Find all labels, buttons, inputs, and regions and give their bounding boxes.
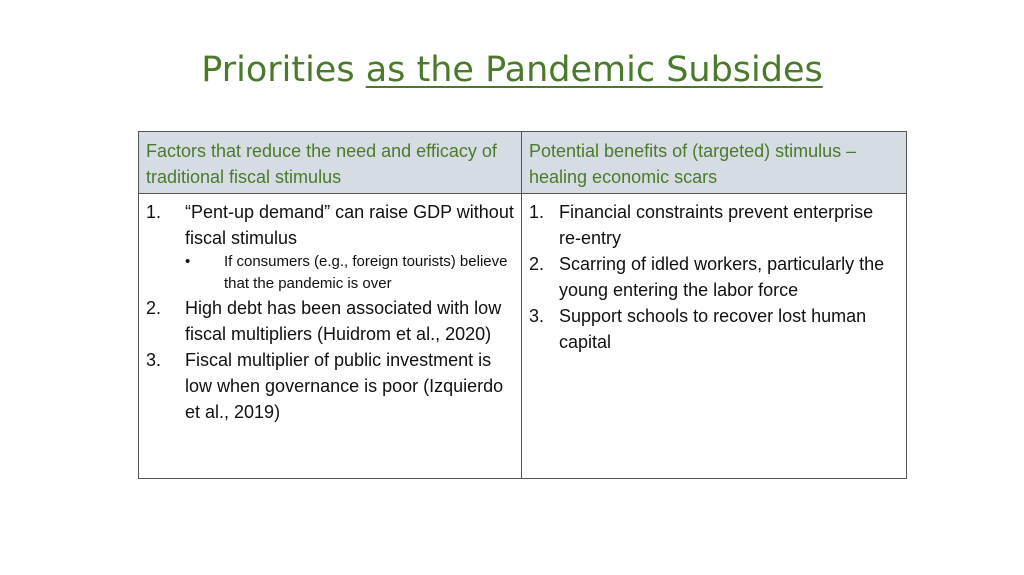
title-part1: Priorities [201,50,355,90]
list-item [529,251,899,303]
benefits-cell [522,194,907,479]
item-text: High debt has been associated with low fiscal multipliers (Huidrom et al., 2020) [185,298,502,344]
item-text: Fiscal multiplier of public investment is low when governance is poor (Izquierdo et al., 2019) [185,350,504,422]
item-text: “Pent-up demand” can raise GDP without fiscal stimulus [185,202,514,248]
item-number: 3. [529,306,545,326]
item-number: 3. [146,350,162,370]
bullet-icon: • [185,253,191,270]
sub-list-item [185,251,514,295]
header-benefits: Potential benefits of (targeted) stimulus – healing economic scars [522,132,907,194]
item-text: Financial constraints prevent enterprise re-entry [559,202,874,248]
factors-list [146,199,514,425]
item-number: 1. [529,202,545,222]
item-number: 2. [529,254,545,274]
benefits-list [529,199,899,355]
item-text: Scarring of idled workers, particularly the young entering the labor force [559,254,885,300]
item-number: 2. [146,298,162,318]
item-number: 1. [146,202,162,222]
item-text: Support schools to recover lost human capital [559,306,867,352]
sub-list [185,251,514,295]
slide-title [0,47,1024,93]
content-row [139,194,907,479]
list-item [529,199,899,251]
list-item [146,347,514,425]
header-row [139,132,907,194]
factors-cell [139,194,522,479]
list-item [146,199,514,295]
header-factors: Factors that reduce the need and efficacy of traditional fiscal stimulus [139,132,522,194]
list-item [529,303,899,355]
sub-item-text: If consumers (e.g., foreign tourists) believe that the pandemic is over [224,253,508,292]
title-part2-underlined: as the Pandemic Subsides [365,50,823,90]
priorities-table [138,131,907,479]
list-item [146,295,514,347]
